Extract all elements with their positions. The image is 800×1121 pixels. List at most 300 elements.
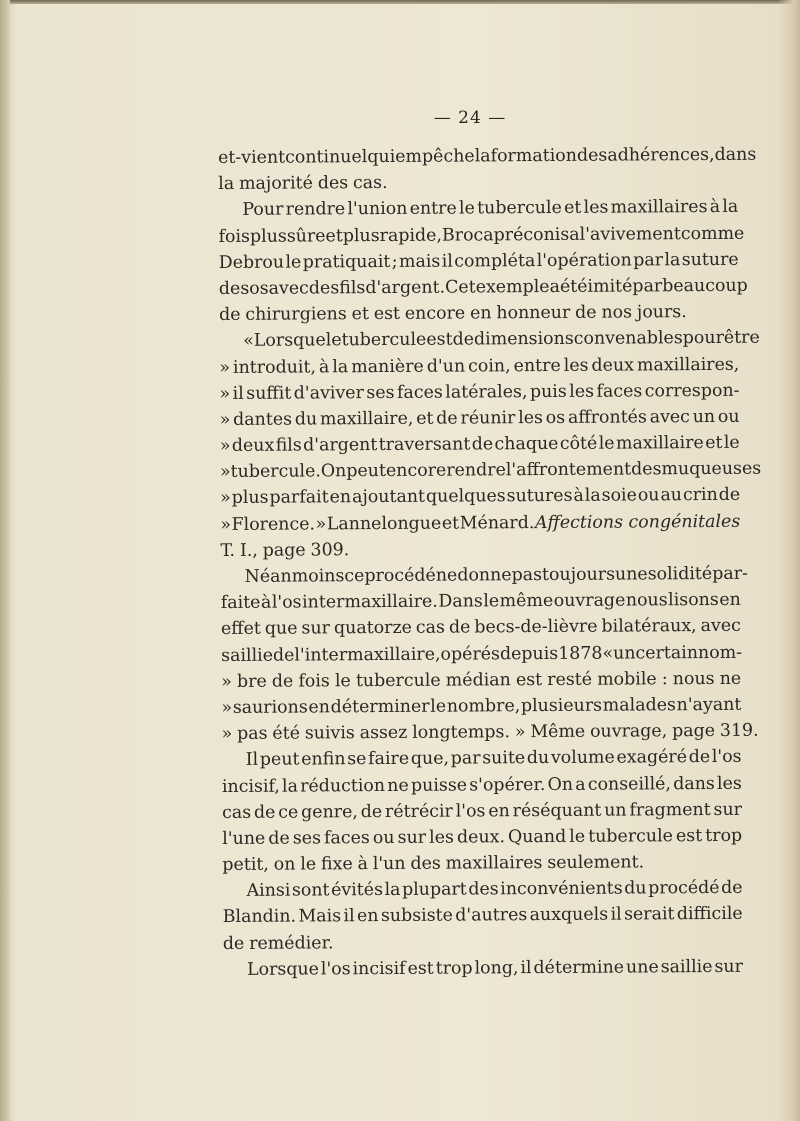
word: tubercule: [588, 826, 673, 847]
word: à: [357, 854, 369, 875]
word: Lannelongue: [326, 513, 442, 534]
word: il: [343, 906, 355, 927]
word: suffit: [246, 383, 292, 404]
word: faces: [596, 381, 643, 402]
word: que,: [410, 748, 450, 770]
word: de: [688, 747, 711, 768]
word: effet: [220, 619, 261, 640]
word: les: [563, 355, 589, 376]
word: 1878: [558, 643, 603, 664]
word: en: [488, 800, 510, 822]
word: entre: [513, 355, 561, 376]
word: ajoutant: [351, 487, 426, 508]
word: saurions: [232, 697, 308, 718]
word: mobile: [597, 669, 657, 690]
text-line: [222, 796, 742, 825]
word: :: [661, 669, 668, 690]
word: suivis: [304, 723, 355, 744]
word: des: [631, 459, 662, 480]
word: latérales,: [445, 381, 528, 403]
word: maxillaires: [445, 853, 543, 874]
word: chirurgiens: [245, 304, 347, 325]
word: dans: [673, 773, 715, 794]
word: lisons: [668, 590, 719, 611]
word: de: [360, 801, 383, 822]
word: imité: [587, 276, 633, 297]
word: procédé: [648, 878, 720, 899]
word: a: [575, 774, 586, 795]
word: des: [468, 879, 499, 900]
word: tubercule: [341, 330, 427, 351]
word: d'argent: [303, 435, 378, 456]
word: ne: [387, 775, 409, 796]
word: »: [514, 722, 526, 743]
word: trop: [705, 825, 743, 846]
text-line: [219, 456, 762, 485]
word: le: [325, 330, 342, 351]
word: becs-de-lièvre: [474, 617, 598, 638]
word: fils: [339, 278, 366, 299]
word: genre,: [301, 801, 358, 823]
word: la: [218, 174, 235, 195]
word: Broca: [441, 224, 494, 246]
word: de: [471, 434, 494, 455]
word: Il: [245, 750, 259, 771]
word: en: [329, 487, 352, 508]
word: au: [660, 485, 683, 506]
word: est: [426, 329, 453, 351]
word: de: [448, 617, 471, 638]
word: l'os: [271, 592, 302, 613]
word: Même: [530, 721, 586, 743]
word: que: [264, 618, 298, 640]
word: avec: [268, 278, 309, 299]
word: une: [614, 564, 648, 585]
word: compléta: [454, 250, 536, 272]
word: d'aviver: [293, 382, 364, 404]
word: encore: [404, 303, 466, 324]
word: été: [272, 723, 301, 744]
word: un: [604, 800, 627, 821]
word: ;: [391, 251, 398, 272]
text-line: [219, 325, 760, 354]
word: »: [220, 488, 231, 509]
word: il: [441, 251, 453, 272]
word: traversant: [378, 434, 471, 456]
word: affrontés: [567, 407, 647, 428]
word: plupart: [401, 879, 467, 901]
word: de: [575, 302, 597, 323]
text-line: [221, 666, 741, 695]
word: sur: [397, 827, 427, 848]
word: deux: [231, 435, 275, 456]
word: la: [384, 880, 401, 901]
word: nous: [625, 590, 668, 611]
text-line: [218, 168, 738, 197]
word: évités: [331, 880, 384, 901]
word: manière: [351, 356, 424, 377]
word: honneur: [496, 302, 571, 324]
word: de: [271, 671, 294, 692]
word: en: [308, 697, 331, 718]
word: côté: [559, 433, 598, 454]
word: ou: [717, 406, 740, 427]
word: dimensions: [473, 329, 574, 350]
word: des: [308, 278, 340, 299]
word: intermaxillaire.: [302, 591, 438, 613]
word: volume: [550, 747, 615, 769]
word: Lorsque: [253, 330, 326, 352]
word: plus: [231, 488, 269, 509]
text-line: [220, 482, 740, 511]
word: des: [218, 278, 250, 299]
text-line: [223, 954, 743, 983]
text-line: [221, 561, 748, 590]
word: page: [671, 721, 716, 742]
word: n'ayant: [676, 694, 742, 716]
word: I.,: [239, 540, 258, 561]
word: ne: [719, 668, 742, 689]
word: sûre: [286, 225, 326, 247]
word: nous: [672, 668, 715, 689]
word: faire: [368, 749, 410, 770]
word: est: [373, 304, 401, 325]
word: puis: [529, 381, 567, 402]
word: On: [320, 461, 347, 482]
word: d'argent.: [365, 277, 446, 299]
word: maxillaires: [610, 197, 708, 218]
word: Blandin.: [222, 906, 297, 928]
word: cas: [415, 617, 446, 639]
text-line: [220, 508, 740, 537]
word: du: [526, 748, 550, 769]
word: le: [483, 591, 500, 612]
word: depuis: [499, 643, 559, 664]
page-number: — 24 —: [433, 108, 507, 128]
word: rétrécir: [384, 801, 453, 822]
body-text: [218, 142, 762, 983]
word: ce: [278, 802, 299, 823]
word: sont: [291, 880, 330, 901]
word: de: [721, 878, 743, 899]
text-line: [218, 194, 738, 223]
word: les: [429, 827, 454, 848]
word: quatorze: [333, 618, 412, 639]
word: »: [219, 383, 231, 404]
word: serait: [623, 904, 675, 925]
word: été: [559, 276, 588, 297]
word: est: [675, 825, 703, 847]
word: continuel: [285, 147, 368, 168]
word: médian: [445, 669, 511, 691]
word: ouvrage,: [589, 721, 668, 742]
word: de: [436, 408, 458, 429]
word: puisse: [410, 774, 468, 796]
word: à: [573, 486, 584, 507]
word: le: [458, 198, 475, 219]
text-line: [218, 220, 745, 249]
word: malades: [602, 695, 676, 716]
word: introduit,: [232, 356, 317, 378]
word: pour: [682, 328, 724, 349]
word: avec: [649, 406, 690, 428]
word: s'opérer.: [469, 774, 546, 795]
word: certain: [635, 642, 699, 664]
word: est: [407, 958, 434, 979]
word: le: [300, 854, 317, 875]
word: 319.: [719, 720, 759, 742]
word: de: [452, 329, 475, 350]
word: quelques: [425, 486, 506, 508]
word: l'intermaxillaire,: [294, 644, 441, 666]
word: réséquant: [512, 800, 602, 821]
word: l'os: [711, 747, 742, 768]
word: le: [569, 826, 586, 847]
word: rendre: [446, 460, 506, 481]
word: Florence.: [231, 514, 316, 535]
word: est: [515, 669, 543, 690]
word: auxquels: [529, 905, 609, 926]
word: conseillé,: [587, 773, 672, 795]
text-line: [219, 378, 739, 407]
word: se: [347, 749, 367, 770]
word: l'opération: [536, 250, 632, 271]
word: les: [583, 197, 609, 219]
word: pas: [237, 723, 268, 745]
word: rapide,: [379, 225, 443, 246]
word: exemple: [475, 276, 550, 298]
word: toujours: [541, 564, 616, 586]
word: maxillaires,: [636, 354, 740, 375]
word: »: [221, 671, 232, 692]
word: ou: [637, 485, 660, 506]
word: Ainsi: [246, 880, 291, 902]
word: formation: [490, 145, 577, 167]
word: en: [356, 906, 379, 927]
word: plus: [249, 226, 287, 247]
word: resté: [547, 669, 593, 690]
italic-title: Affections congénitales: [534, 511, 741, 533]
word: et-vient: [218, 147, 286, 168]
word: en: [469, 303, 492, 324]
word: bilatéraux,: [601, 616, 697, 638]
word: ce: [344, 566, 365, 587]
page-top-edge: [0, 0, 800, 4]
word: la: [281, 776, 299, 797]
word: muqueuses: [661, 458, 762, 480]
word: l'os: [320, 959, 351, 980]
word: comme: [680, 223, 745, 244]
word: fois: [298, 671, 330, 692]
word: une: [625, 957, 659, 978]
word: par: [632, 276, 663, 297]
word: sur: [301, 618, 331, 639]
word: encore: [385, 460, 447, 482]
word: remédier.: [249, 932, 334, 954]
word: rendre: [285, 199, 346, 220]
word: il: [610, 904, 622, 926]
word: chaque: [494, 433, 559, 455]
text-line: [223, 927, 743, 956]
text-line: [222, 849, 742, 878]
word: »: [219, 409, 231, 430]
word: sur: [713, 799, 743, 820]
word: l'union: [347, 199, 408, 220]
word: soie: [601, 485, 637, 507]
word: saillie: [660, 956, 713, 978]
word: sutures: [506, 486, 573, 507]
word: en: [719, 590, 741, 611]
word: majorité: [238, 173, 313, 195]
word: avec: [700, 616, 741, 637]
word: incisif,: [221, 776, 280, 797]
word: fixe: [320, 854, 353, 875]
text-line: [223, 901, 743, 930]
word: opérés: [440, 643, 501, 665]
word: nom-: [697, 642, 743, 663]
word: enfin: [301, 749, 346, 770]
word: correspon-: [644, 380, 740, 402]
word: faces: [396, 382, 443, 403]
word: coin,: [468, 355, 511, 376]
word: plus: [342, 225, 380, 246]
word: le: [723, 432, 740, 453]
word: page: [262, 540, 306, 561]
word: fils: [275, 435, 302, 456]
word: »: [221, 697, 233, 718]
word: procédé: [364, 565, 436, 587]
word: »: [219, 462, 231, 483]
word: à: [709, 197, 721, 218]
word: le: [430, 696, 447, 717]
word: bre: [236, 671, 267, 692]
word: tubercule: [477, 198, 562, 219]
word: l'avivement: [579, 223, 681, 245]
word: cas: [222, 802, 252, 823]
word: du: [624, 878, 647, 899]
word: incisif: [352, 958, 406, 980]
word: os: [545, 407, 566, 428]
word: être: [723, 328, 760, 349]
text-line: [218, 273, 748, 302]
word: seulement.: [547, 852, 645, 874]
word: il: [232, 383, 244, 404]
word: mais: [398, 251, 441, 272]
word: difficile: [676, 904, 743, 925]
word: le: [334, 670, 351, 692]
word: »: [221, 724, 233, 745]
word: dans: [714, 144, 757, 165]
text-line: [221, 718, 759, 747]
word: d'un: [426, 355, 466, 377]
word: Ménard.: [459, 512, 535, 534]
word: et: [351, 304, 369, 325]
word: l'affrontement: [505, 459, 632, 481]
word: «: [243, 331, 254, 352]
word: T.: [220, 540, 236, 561]
word: et: [441, 513, 460, 534]
word: le: [598, 433, 615, 454]
text-line: [218, 142, 757, 171]
word: donne: [457, 565, 512, 586]
word: parfait: [269, 487, 329, 509]
word: des: [317, 173, 349, 194]
word: la: [474, 146, 491, 167]
word: Quand: [507, 826, 567, 848]
word: tubercule.: [230, 461, 321, 483]
word: Lorsque: [246, 959, 319, 980]
word: il: [520, 957, 532, 978]
word: subsiste: [380, 906, 453, 927]
word: d'autres: [455, 905, 528, 927]
word: préconisa: [493, 224, 580, 245]
word: maxillaire: [615, 433, 704, 454]
word: ne: [435, 565, 458, 586]
word: solidité: [647, 563, 713, 585]
word: Mais: [298, 906, 342, 927]
word: Néanmoins: [244, 566, 345, 587]
word: deux: [591, 354, 635, 376]
word: deux.: [456, 827, 506, 848]
word: de: [253, 802, 276, 823]
word: long,: [474, 957, 519, 979]
word: beaucoup: [662, 275, 748, 297]
word: la: [584, 486, 601, 507]
word: peut: [259, 749, 300, 771]
word: fois: [218, 226, 251, 247]
text-line: [221, 692, 741, 721]
word: même: [499, 591, 554, 612]
word: a: [549, 276, 560, 297]
word: dantes: [233, 409, 293, 430]
word: par: [633, 250, 664, 271]
word: de: [718, 485, 741, 506]
text-line: [219, 351, 739, 380]
text-line: [222, 875, 742, 904]
word: les: [518, 407, 544, 429]
word: ses: [292, 828, 322, 849]
word: maxillaire,: [319, 408, 414, 430]
word: plusieurs: [520, 695, 603, 717]
word: saillie: [221, 645, 274, 666]
word: du: [294, 409, 318, 430]
word: des: [576, 145, 608, 166]
text-line: [219, 247, 739, 276]
word: Debrou: [218, 252, 285, 273]
word: empêche: [395, 146, 475, 167]
word: la: [664, 249, 681, 271]
word: suture: [681, 249, 739, 270]
word: de: [218, 304, 241, 326]
word: crin: [682, 485, 718, 506]
word: et: [705, 432, 723, 454]
word: »: [220, 514, 232, 535]
word: 309.: [310, 540, 350, 561]
word: »: [219, 435, 231, 457]
word: et: [325, 225, 343, 246]
text-line: [222, 744, 742, 773]
word: ou: [372, 827, 395, 848]
text-line: [222, 823, 742, 852]
text-line: [221, 639, 741, 668]
word: à: [260, 592, 272, 613]
word: ses: [366, 382, 395, 403]
word: convenables: [573, 328, 683, 350]
word: la: [722, 197, 739, 218]
text-line: [220, 430, 740, 459]
word: »: [219, 357, 231, 378]
word: réunir: [460, 408, 516, 429]
